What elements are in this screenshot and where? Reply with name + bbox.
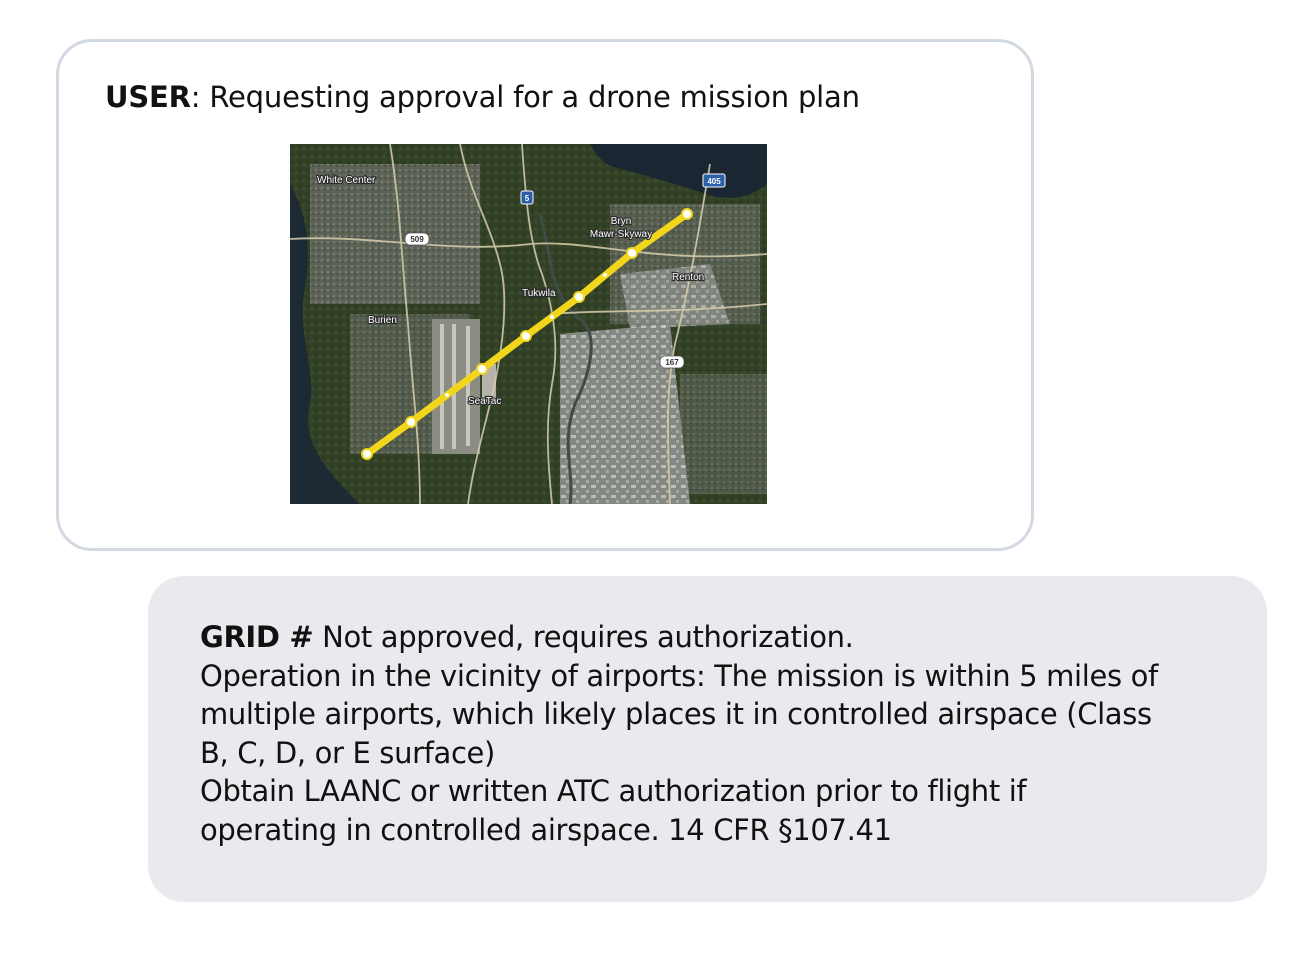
place-label: White Center [317, 175, 376, 186]
place-label: Mawr-Skyway [589, 229, 653, 240]
grid-response-line: Obtain LAANC or written ATC authorization prior to flight if [200, 774, 1027, 808]
shield-label: 405 [707, 177, 721, 186]
grid-status: Not approved, requires authorization. [322, 620, 854, 654]
grid-status-line [200, 618, 1240, 657]
highway-shield-5 [521, 191, 533, 204]
waypoint [574, 292, 584, 302]
place-label: Bryn [610, 216, 632, 227]
waypoint [603, 273, 607, 277]
shield-label: 167 [665, 358, 679, 367]
user-message-card [56, 39, 1034, 551]
grid-response-text [200, 618, 1240, 849]
residential-zone [680, 374, 767, 494]
highway-shield-405 [703, 174, 725, 187]
grid-response-line: B, C, D, or E surface) [200, 735, 496, 770]
waypoint [477, 364, 487, 374]
highway-shield-509 [405, 233, 429, 245]
waypoint [406, 417, 416, 427]
industrial-area [560, 324, 690, 504]
waypoint [627, 248, 637, 258]
waypoint [550, 315, 554, 319]
satellite-map [290, 144, 767, 504]
shield-label: 509 [410, 235, 424, 244]
grid-response-line: Operation in the vicinity of airports: The mission is within 5 miles of [200, 658, 1158, 693]
place-label: Tukwila [522, 288, 556, 299]
grid-label: GRID # [200, 620, 314, 654]
grid-response-line: multiple airports, which likely places it in controlled airspace (Class [200, 697, 1152, 731]
highway-shield-167 [660, 356, 684, 368]
grid-response-line: operating in controlled airspace. 14 CFR §107.41 [200, 812, 892, 847]
waypoint [445, 393, 449, 397]
waypoint [362, 449, 372, 459]
shield-label: 5 [524, 194, 530, 203]
speaker-separator: : [190, 80, 201, 114]
user-message-line [105, 79, 860, 115]
place-label: Renton [672, 272, 705, 283]
place-label: Burien [368, 315, 397, 326]
place-label: SeaTac [468, 396, 502, 407]
user-message-text: Requesting approval for a drone mission plan [209, 80, 860, 114]
speaker-label: USER [105, 80, 191, 114]
mission-map-image [290, 144, 767, 504]
grid-response-card [148, 576, 1267, 902]
waypoint [521, 331, 531, 341]
waypoint [682, 209, 692, 219]
